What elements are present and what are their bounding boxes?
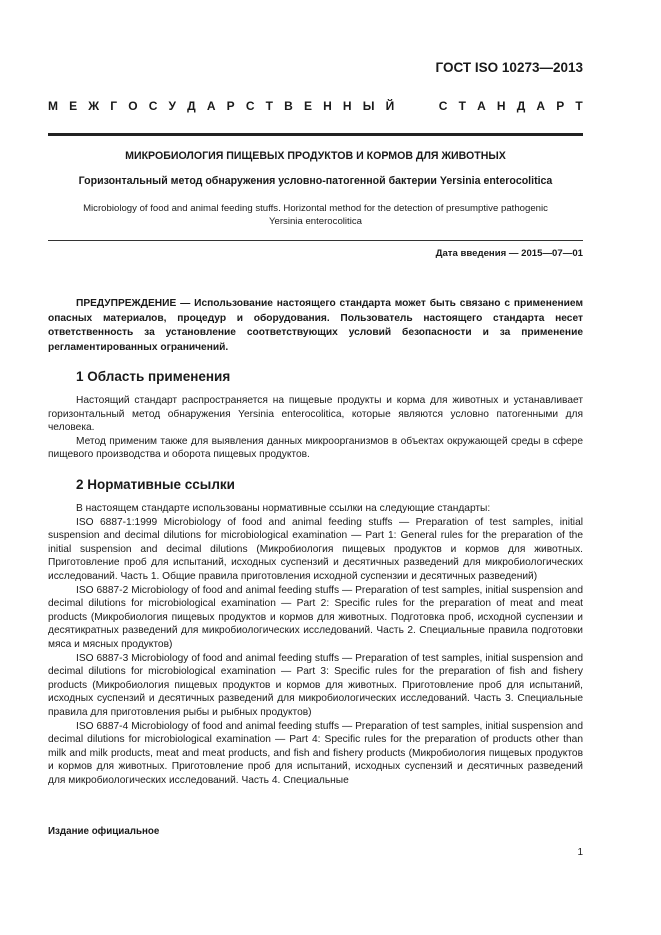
document-subtitle: Горизонтальный метод обнаружения условно-патогенной бактерии Yersinia enterocolitica xyxy=(78,175,553,187)
reference-iso-6887-3: ISO 6887-3 Microbiology of food and animal feeding stuffs — Preparation of test samples, initial suspension and decimal dilutions for microbiological examination — Part 3: Specific rules for the preparation of fish and fishery products (Микробиология пищевых продуктов и кормов для животных. Приготовление проб для испытаний, исходных суспензий и десятичных разведений для микробиологических исследований. Часть 3. Специальные правила для приготовления рыбы и рыбных продуктов) xyxy=(48,652,583,718)
page-number: 1 xyxy=(577,847,583,858)
banner-letter: Т xyxy=(575,99,583,113)
paragraph: Настоящий стандарт распространяется на пищевые продукты и корма для животных и устанавливает горизонтальный метод обнаружения Yersinia enterocolitica, которые являются условно патогенными для человека. xyxy=(48,395,583,434)
banner-letter: Р xyxy=(226,99,235,113)
banner-letter: Е xyxy=(69,99,78,113)
banner-letter: А xyxy=(206,99,216,113)
document-title-english: Microbiology of food and animal feeding stuffs. Horizontal method for the detection of presumptive pathogenic Yersinia enterocolitica xyxy=(83,203,548,227)
warning-paragraph: ПРЕДУПРЕЖДЕНИЕ — Использование настоящего стандарта может быть связано с применением опасных материалов, процедур и оборудования. Пользователь настоящего стандарта несет ответственность за установление соответствующих условий безопасности и за применение регламентированных ограничений. xyxy=(48,298,583,353)
banner-letter: У xyxy=(168,99,177,113)
banner-letter: Г xyxy=(110,99,118,113)
interstate-standard-banner xyxy=(48,99,583,113)
banner-letter: О xyxy=(128,99,138,113)
title-divider xyxy=(48,240,583,241)
introduction-date: Дата введения — 2015—07—01 xyxy=(435,248,583,259)
banner-letter: Р xyxy=(556,99,565,113)
banner-letter: Д xyxy=(516,99,526,113)
banner-letter: М xyxy=(48,99,58,113)
banner-letter: С xyxy=(148,99,158,113)
section-heading-normative-references: 2 Нормативные ссылки xyxy=(76,477,235,492)
reference-iso-6887-2: ISO 6887-2 Microbiology of food and animal feeding stuffs — Preparation of test samples, initial suspension and decimal dilutions for microbiological examination — Part 2: Specific rules for the preparation of meat and meat products (Микробиология пищевых продуктов и кормов для животных. Подготовка проб, исходной суспензии и десятикратных разведений для микробиологических исследований. Часть 2. Специальные правила подготовки мяса и мясных продуктов) xyxy=(48,584,583,650)
banner-letter: Д xyxy=(187,99,196,113)
banner-letter: Й xyxy=(385,99,395,113)
reference-iso-6887-4: ISO 6887-4 Microbiology of food and animal feeding stuffs — Preparation of test samples, initial suspension and decimal dilutions for microbiological examination — Part 4: Specific rules for the preparation of products other than milk and milk products, meat and meat products, and fish and fishery products (Микробиология пищевых продуктов и кормов для животных. Приготовление проб для испытаний, исходных суспензий и десятичных разведений для микробиологических исследований. Часть 4. Специальные xyxy=(48,720,583,786)
banner-letter: Е xyxy=(303,99,312,113)
reference-iso-6887-1: ISO 6887-1:1999 Microbiology of food and animal feeding stuffs — Preparation of test samples, initial suspension and decimal dilutions for microbiological examination — Part 1: General rules for the preparation of the initial suspension and decimal dilutions (Микробиология пищевых продуктов и кормов для животных. Приготовление проб для испытаний, исходных суспензий и десятичных разведений для микробиологических исследований. Часть 1. Общие правила приготовления исходной суспензии и десятичных разведений) xyxy=(48,516,583,582)
paragraph: В настоящем стандарте использованы нормативные ссылки на следующие стандарты: xyxy=(76,503,491,514)
banner-letter: В xyxy=(284,99,293,113)
document-title: МИКРОБИОЛОГИЯ ПИЩЕВЫХ ПРОДУКТОВ И КОРМОВ ДЛЯ ЖИВОТНЫХ xyxy=(125,150,506,162)
header-divider xyxy=(48,133,583,136)
section-body-normative-references xyxy=(48,502,583,787)
banner-letter: А xyxy=(536,99,546,113)
banner-letter: С xyxy=(438,99,448,113)
document-number: ГОСТ ISO 10273—2013 xyxy=(435,60,583,75)
banner-letter: Н xyxy=(323,99,332,113)
banner-letter: Н xyxy=(342,99,352,113)
banner-letter: Н xyxy=(496,99,506,113)
banner-letter: А xyxy=(477,99,486,113)
section-heading-scope: 1 Область применения xyxy=(76,369,231,384)
banner-letter: Ж xyxy=(88,99,100,113)
banner-letter: Т xyxy=(458,99,466,113)
official-edition-label: Издание официальное xyxy=(48,826,160,837)
banner-letter: Ы xyxy=(362,99,375,113)
paragraph: Метод применим также для выявления данных микроорганизмов в объектах окружающей среды в сфере пищевого производства и оборота пищевых продуктов. xyxy=(48,435,583,461)
banner-letter: С xyxy=(245,99,255,113)
banner-letter: Т xyxy=(265,99,273,113)
section-body-scope xyxy=(48,394,583,462)
